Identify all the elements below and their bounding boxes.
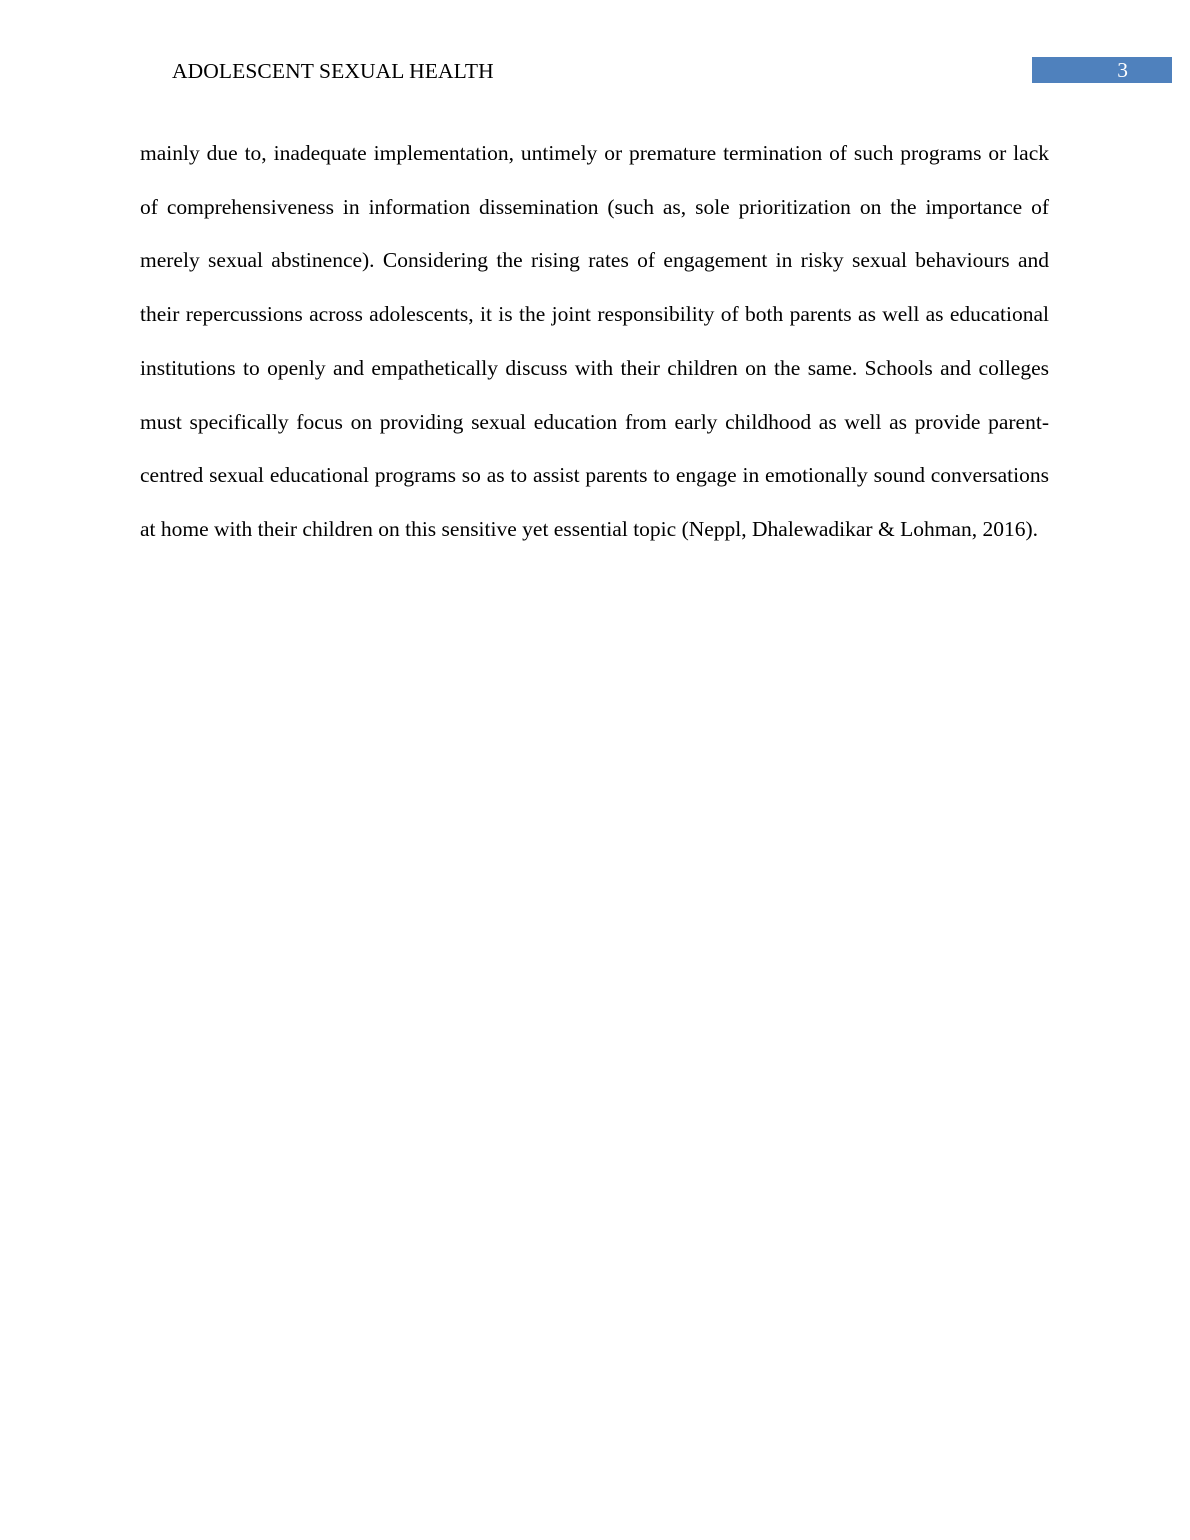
page-number: 3	[1117, 58, 1128, 82]
running-head: ADOLESCENT SEXUAL HEALTH	[172, 59, 494, 83]
page-number-box	[1032, 57, 1172, 83]
body-paragraph: mainly due to, inadequate implementation, untimely or premature termination of such programs or lack of comprehensiveness in information dissemination (such as, sole prioritization on the importance of merely sexual abstinence). Considering the rising rates of engagement in risky sexual behaviours and their repercussions across adolescents, it is the joint responsibility of both parents as well as educational institutions to openly and empathetically discuss with their children on the same. Schools and colleges must specifically focus on providing sexual education from early childhood as well as provide parent-centred sexual educational programs so as to assist parents to engage in emotionally sound conversations at home with their children on this sensitive yet essential topic (Neppl, Dhalewadikar & Lohman, 2016).	[140, 141, 1049, 541]
